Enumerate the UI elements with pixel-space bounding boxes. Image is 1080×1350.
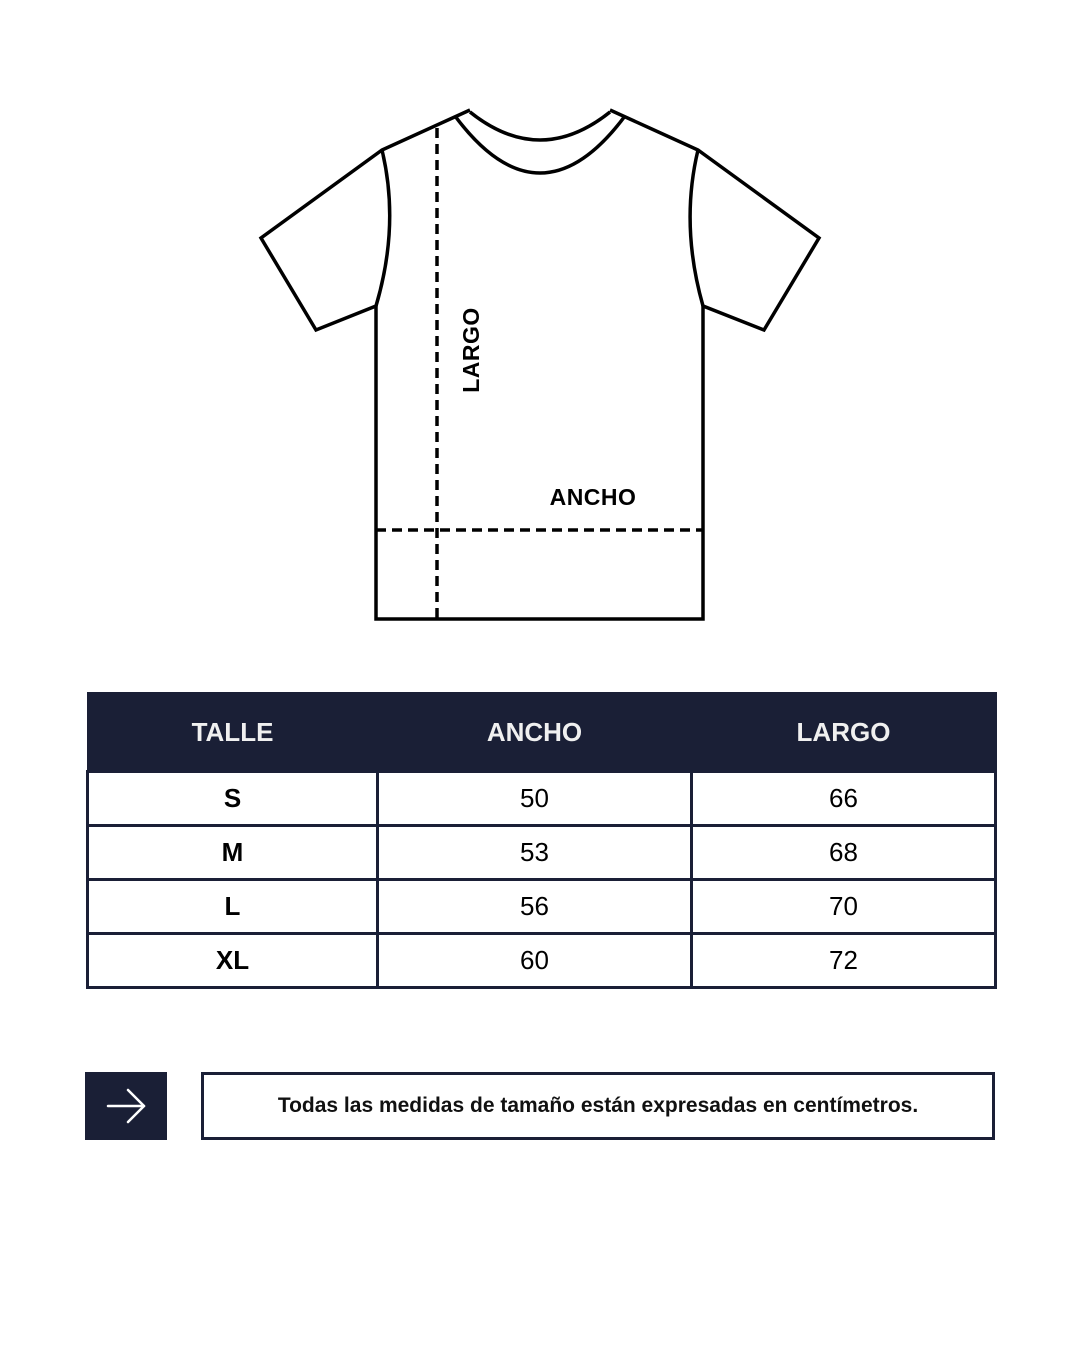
largo-cell: 66 <box>692 772 996 826</box>
size-cell: L <box>88 880 378 934</box>
table-row <box>88 880 996 934</box>
largo-cell: 70 <box>692 880 996 934</box>
ancho-cell: 60 <box>378 934 692 988</box>
tshirt-seam-left <box>376 150 390 306</box>
tshirt-collar-outer <box>455 116 625 173</box>
header-ancho: ANCHO <box>378 693 692 772</box>
table-row <box>88 826 996 880</box>
tshirt-outline <box>261 110 819 619</box>
size-cell: S <box>88 772 378 826</box>
largo-cell: 68 <box>692 826 996 880</box>
table-row <box>88 772 996 826</box>
measurement-note: Todas las medidas de tamaño están expresadas en centímetros. <box>277 1094 919 1117</box>
table-header-row <box>88 693 996 772</box>
width-label: ANCHO <box>549 484 637 510</box>
largo-cell: 72 <box>692 934 996 988</box>
length-label: LARGO <box>458 307 484 393</box>
ancho-cell: 50 <box>378 772 692 826</box>
size-cell: M <box>88 826 378 880</box>
ancho-cell: 56 <box>378 880 692 934</box>
tshirt-collar-inner <box>470 112 610 140</box>
note-arrow-box <box>85 1072 167 1140</box>
header-largo: LARGO <box>692 693 996 772</box>
arrow-right-icon <box>104 1086 148 1126</box>
tshirt-seam-right <box>690 150 703 306</box>
size-table <box>86 692 997 989</box>
header-talle: TALLE <box>88 693 378 772</box>
table-row <box>88 934 996 988</box>
ancho-cell: 53 <box>378 826 692 880</box>
tshirt-diagram <box>0 0 1080 650</box>
size-cell: XL <box>88 934 378 988</box>
note-box <box>201 1072 995 1140</box>
